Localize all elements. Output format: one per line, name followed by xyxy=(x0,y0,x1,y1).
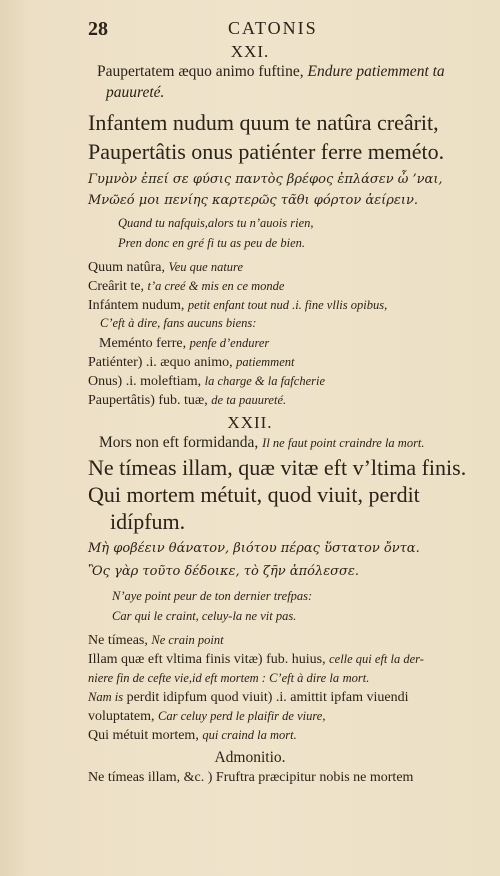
gloss-french: penfe d’endurer xyxy=(189,336,270,350)
verse-line: idípfum. xyxy=(110,509,186,534)
rubric-latin: Mors non eft formidanda, xyxy=(99,434,259,451)
gloss-latin: Patiénter) .i. æquo animo, xyxy=(88,355,233,370)
gloss-latin: Illam quæ eft vltima finis vitæ) fub. huius, xyxy=(88,652,326,667)
gloss-line xyxy=(88,391,286,410)
rubric-french: Endure patiemment ta xyxy=(307,63,445,80)
gloss-french: Car celuy perd le plaifir de viure, xyxy=(158,709,326,723)
rubric-french-cont: pauureté. xyxy=(106,84,165,101)
gloss-line xyxy=(88,726,297,745)
verse-line: Infantem nudum quum te natûra creârit, xyxy=(88,110,439,135)
gloss-french: celle qui eft la der- xyxy=(329,652,424,666)
rubric-latin: Paupertatem æquo animo fuftine, xyxy=(97,63,304,80)
gloss-line xyxy=(88,688,409,707)
gloss-latin: Paupertâtis) fub. tuæ, xyxy=(88,393,208,408)
gloss-french: la charge & la fafcherie xyxy=(204,374,325,388)
admonitio-heading: Admonitio. xyxy=(214,749,286,766)
gloss-latin: Quum natûra, xyxy=(88,260,165,275)
gloss-latin: perdit idipfum quod viuit) .i. amittit ipfam viuendi xyxy=(126,690,409,705)
french-verse: Quand tu nafquis,alors tu n’auois rien, xyxy=(118,216,314,230)
gloss-line xyxy=(99,334,269,353)
french-verse: Car qui le craint, celuy-la ne vit pas. xyxy=(112,609,297,623)
greek-verse: Μνῶεό μοι πενίης καρτερῶς τᾶθι φόρτον ἀείρειν. xyxy=(88,193,419,208)
greek-verse: Μὴ φοβέειν θάνατον, βιότου πέρας ὕστατον ὄντα. xyxy=(88,541,420,556)
gloss-french: niere fin de cefte vie,id eft mortem : C’eft à dire la xyxy=(88,671,340,685)
gloss-line xyxy=(88,258,243,277)
verse-line: Ne tímeas illam, quæ vitæ eft v’ltima finis. xyxy=(88,455,467,480)
gloss-latin: Infántem nudum, xyxy=(88,298,185,313)
gloss-line xyxy=(88,650,424,669)
rubric-xxi xyxy=(97,62,445,82)
gloss-french: de ta pauureté. xyxy=(211,393,287,407)
section-number-xxii: XXII. xyxy=(227,413,273,432)
admonitio-text: Ne tímeas illam, &c. ) Fruftra præcipitur nobis ne mortem xyxy=(88,770,414,785)
gloss-latin: Qui métuit mortem, xyxy=(88,728,199,743)
gloss-line xyxy=(88,296,387,315)
gloss-french: mort. xyxy=(342,671,370,685)
rubric-french: Il ne faut point craindre la mort. xyxy=(262,436,425,450)
gloss-french: C’eft à dire, fans aucuns biens: xyxy=(100,316,257,330)
french-verse: N’aye point peur de ton dernier trefpas: xyxy=(112,589,313,603)
gloss-french: petit enfant tout nud .i. fine vllis opibus, xyxy=(187,298,388,312)
gloss-latin: Ne tímeas, xyxy=(88,633,148,648)
gloss-line xyxy=(88,707,325,726)
gloss-french: Ne crain point xyxy=(151,633,224,647)
gloss-latin: Meménto ferre, xyxy=(99,336,187,351)
gloss-line xyxy=(88,372,325,391)
gloss-line xyxy=(88,353,294,372)
greek-verse: Ὃς γὰρ τοῦτο δέδοικε, τὸ ζῆν ἀπόλεσσε. xyxy=(88,564,360,579)
verse-line: Paupertâtis onus patiénter ferre meméto. xyxy=(88,139,445,164)
running-header xyxy=(88,18,468,40)
section-number-xxi: XXI. xyxy=(230,42,270,61)
gloss-french: patiemment xyxy=(236,355,295,369)
gloss-line xyxy=(88,631,224,650)
verse-line: Qui mortem métuit, quod viuit, perdit xyxy=(88,482,420,507)
gloss-french: Veu que nature xyxy=(168,260,244,274)
gloss-latin: Creârit te, xyxy=(88,279,144,294)
gloss-latin: Onus) .i. moleftiam, xyxy=(88,374,202,389)
greek-verse: Γυμνὸν ἐπεί σε φύσις παντὸς βρέφος ἐπλάσεν ὦ ’ναι, xyxy=(88,172,443,187)
gloss-line xyxy=(88,669,369,688)
running-title: CATONIS xyxy=(228,18,318,38)
gloss-french: qui craind la mort. xyxy=(202,728,297,742)
rubric-xxii xyxy=(99,433,425,453)
gloss-french: Nam is xyxy=(88,690,124,704)
gloss-french: t’a creé & mis en ce monde xyxy=(147,279,285,293)
gloss-line xyxy=(88,277,284,296)
page-number: 28 xyxy=(88,18,108,40)
gloss-latin: voluptatem, xyxy=(88,709,155,724)
french-verse: Pren donc en gré fi tu as peu de bien. xyxy=(118,236,305,250)
